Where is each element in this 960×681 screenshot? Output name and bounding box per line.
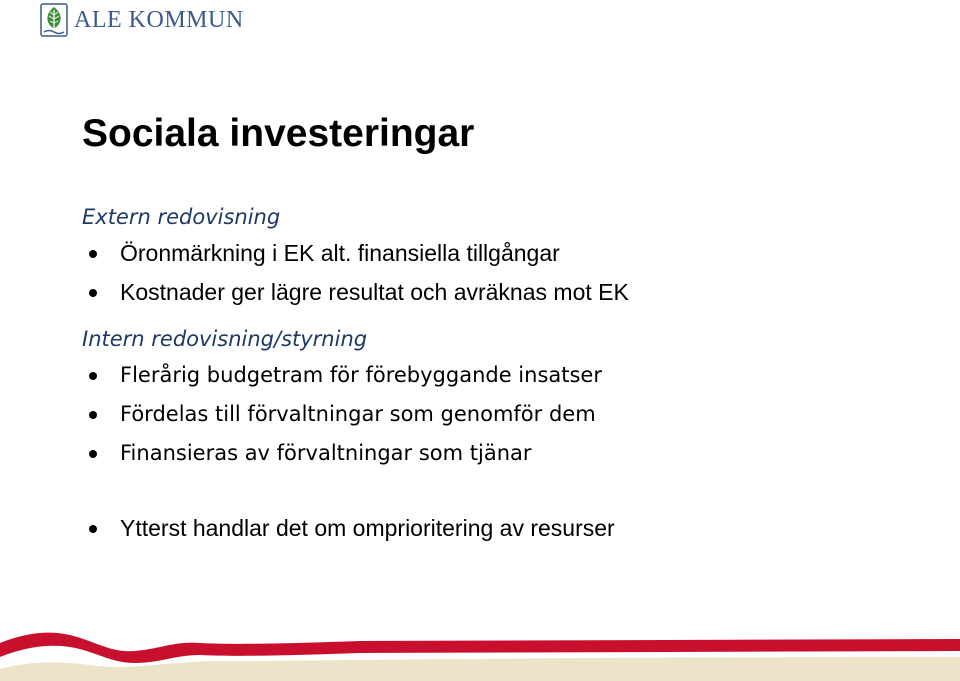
bullet-list-intern	[82, 356, 942, 473]
slide-title: Sociala investeringar	[82, 112, 475, 155]
bullet-list-extern	[82, 234, 942, 312]
bullet-icon	[89, 450, 97, 458]
bullet-text: Flerårig budgetram för förebyggande insatser	[120, 363, 602, 387]
footer-wave	[0, 621, 960, 681]
bullet-item	[82, 509, 942, 548]
tree-leaf-icon	[40, 3, 68, 37]
logo-text: ALE KOMMUN	[74, 6, 244, 33]
section-heading-intern: Intern redovisning/styrning	[82, 327, 368, 351]
bullet-text: Ytterst handlar det om omprioritering av resurser	[120, 515, 615, 541]
bullet-item	[82, 273, 942, 312]
section-heading-extern: Extern redovisning	[82, 205, 281, 229]
bullet-item	[82, 434, 942, 473]
bullet-item	[82, 234, 942, 273]
slide-content	[82, 200, 942, 548]
bullet-text: Öronmärkning i EK alt. finansiella tillgångar	[120, 240, 560, 266]
bullet-icon	[89, 289, 97, 297]
bullet-text: Kostnader ger lägre resultat och avräknas mot EK	[120, 279, 629, 305]
bullet-item	[82, 356, 942, 395]
bullet-item	[82, 395, 942, 434]
bullet-icon	[89, 411, 97, 419]
bullet-icon	[89, 372, 97, 380]
bullet-icon	[89, 525, 97, 533]
bullet-icon	[89, 250, 97, 258]
bullet-text: Finansieras av förvaltningar som tjänar	[120, 441, 532, 465]
bullet-text: Fördelas till förvaltningar som genomför dem	[120, 402, 596, 426]
bullet-list-conclusion	[82, 509, 942, 548]
logo	[40, 2, 244, 38]
